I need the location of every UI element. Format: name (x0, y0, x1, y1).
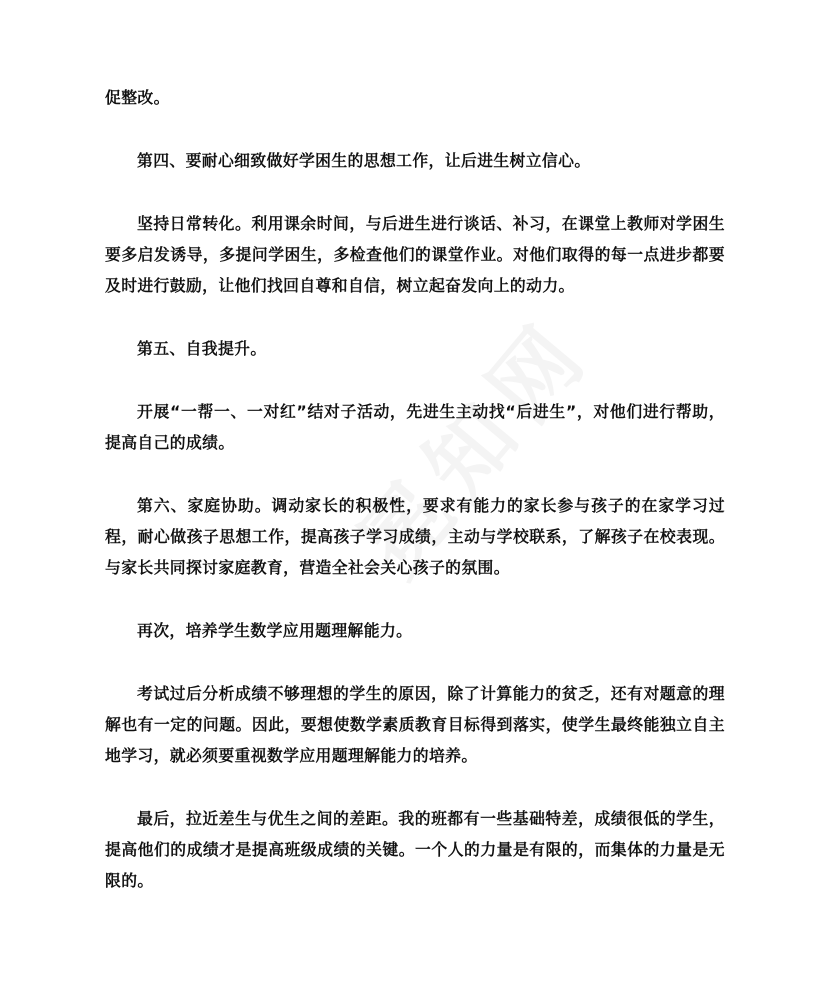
paragraph-4: 第五、自我提升。 (137, 339, 267, 358)
paragraph-3: 坚持日常转化。利用课余时间，与后进生进行谈话、补习，在课堂上教师对学困生要多启发诱导，多提问学困生，多检查他们的课堂作业。对他们取得的每一点进步都要及时进行鼓励，让他们找回自尊和自信，树立起奋发向上的动力。 (105, 214, 725, 295)
paragraph-gap (105, 646, 725, 678)
paragraph-gap (105, 364, 725, 396)
paragraph-6: 第六、家庭协助。调动家长的积极性，要求有能力的家长参与孩子的在家学习过程，耐心做孩子思想工作，提高孩子学习成绩，主动与学校联系，了解孩子在校表现。与家长共同探讨家庭教育，营造全社会关心孩子的氛围。 (105, 496, 725, 577)
paragraph-gap (105, 301, 725, 333)
paragraph-7: 再次，培养学生数学应用题理解能力。 (137, 621, 413, 640)
paragraph-8: 考试过后分析成绩不够理想的学生的原因，除了计算能力的贫乏，还有对题意的理解也有一定的问题。因此，要想使数学素质教育目标得到落实，使学生最终能独立自主地学习，就必须要重视数学应用题理解能力的培养。 (105, 684, 725, 765)
paragraph-gap (105, 583, 725, 615)
paragraph-gap (105, 176, 725, 208)
paragraph-gap (105, 113, 725, 145)
paragraph-9: 最后，拉近差生与优生之间的差距。我的班都有一些基础特差，成绩很低的学生，提高他们的成绩才是提高班级成绩的关键。一个人的力量是有限的，而集体的力量是无限的。 (105, 809, 725, 890)
paragraph-5: 开展“一帮一、一对红”结对子活动，先进生主动找“后进生”，对他们进行帮助，提高自己的成绩。 (105, 402, 725, 452)
paragraph-gap (105, 771, 725, 803)
paragraph-gap (105, 458, 725, 490)
paragraph-2: 第四、要耐心细致做好学困生的思想工作，让后进生树立信心。 (137, 151, 591, 170)
paragraph-1: 促整改。 (105, 88, 170, 107)
document-body (105, 82, 725, 896)
